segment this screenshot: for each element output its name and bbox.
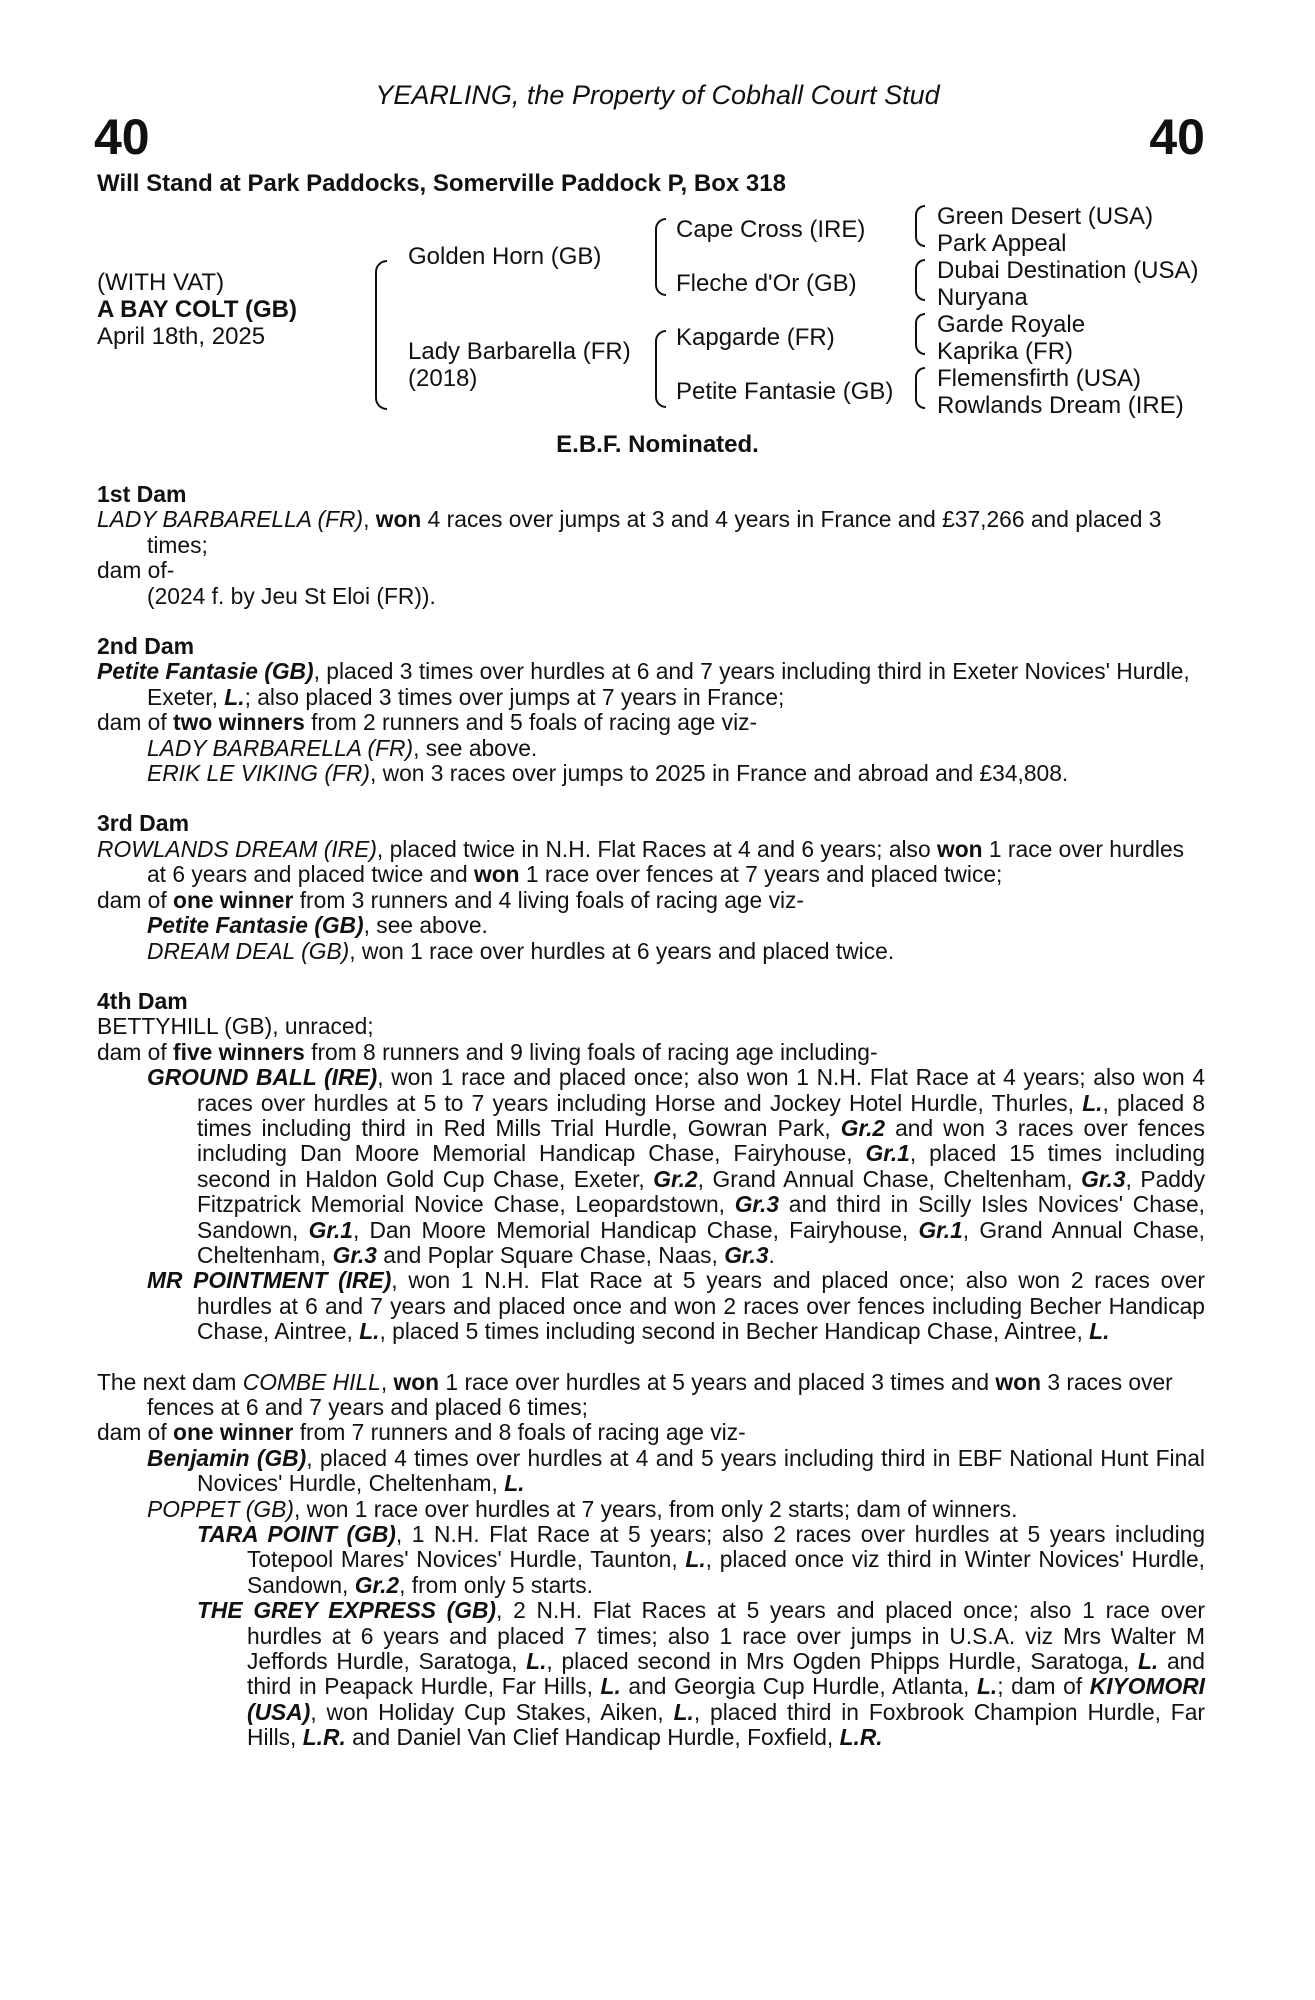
second-dam-heading: 2nd Dam xyxy=(97,633,195,660)
dam-lines xyxy=(97,482,1205,1751)
horse-name: A BAY COLT (GB) xyxy=(97,296,298,323)
third-dam-heading: 3rd Dam xyxy=(97,810,190,837)
first-dam-heading: 1st Dam xyxy=(97,481,187,507)
pedigree-brace-sire xyxy=(655,218,666,296)
dam-sire: Kapgarde (FR) xyxy=(676,324,835,351)
ancestor-1: Green Desert (USA) xyxy=(937,203,1154,230)
third-dam-record: ROWLANDS DREAM (IRE), placed twice in N.H. Flat Races at 4 and 6 years; also won 1 race over hurdles at 6 years and placed twice and won 1 race over fences at 7 years and placed twice; xyxy=(97,835,1185,888)
ancestor-5: Garde Royale xyxy=(937,311,1086,338)
benjamin-record: Benjamin (GB), placed 4 times over hurdles at 4 and 5 years including third in EBF National Hunt Final Novices' Hurdle, Cheltenham, L. xyxy=(147,1444,1206,1497)
third-dam-foal-2: DREAM DEAL (GB), won 1 race over hurdles at 6 years and placed twice. xyxy=(147,937,895,964)
sire: Golden Horn (GB) xyxy=(408,243,602,270)
first-dam-produce: (2024 f. by Jeu St Eloi (FR)). xyxy=(147,582,436,609)
ancestor-6: Kaprika (FR) xyxy=(937,338,1074,365)
second-dam-record: Petite Fantasie (GB), placed 3 times over hurdles at 6 and 7 years including third in Exeter Novices' Hurdle, Exeter, L.; also placed 3 times over jumps at 7 years in France; xyxy=(97,658,1190,710)
third-dam-foal-1: Petite Fantasie (GB), see above. xyxy=(147,912,488,939)
ancestor-3: Dubai Destination (USA) xyxy=(937,257,1199,284)
pedigree-brace-g4 xyxy=(915,367,925,409)
pedigree-brace-g3 xyxy=(915,313,925,355)
dam-year: (2018) xyxy=(408,365,478,392)
first-dam-record: LADY BARBARELLA (FR), won 4 races over jumps at 3 and 4 years in France and £37,266 and placed 3 times; xyxy=(97,506,1162,558)
second-dam-foal-1: LADY BARBARELLA (FR), see above. xyxy=(147,734,538,761)
page-header: YEARLING, the Property of Cobhall Court Stud xyxy=(375,80,940,110)
pedigree-brace-dam xyxy=(655,330,666,408)
third-dam-produce-summary: dam of one winner from 3 runners and 4 living foals of racing age viz- xyxy=(97,886,805,913)
lot-number-left: 40 xyxy=(94,109,150,165)
stand-info: Will Stand at Park Paddocks, Somerville Paddock P, Box 318 xyxy=(97,170,786,197)
foaling-date: April 18th, 2025 xyxy=(97,323,266,350)
ancestor-8: Rowlands Dream (IRE) xyxy=(937,392,1184,419)
next-dam-produce-summary: dam of one winner from 7 runners and 8 foals of racing age viz- xyxy=(97,1419,746,1446)
fourth-dam-produce-summary: dam of five winners from 8 runners and 9 living foals of racing age including- xyxy=(97,1038,878,1065)
mr-pointment-record: MR POINTMENT (IRE), won 1 N.H. Flat Race at 5 years and placed once; also won 2 races over hurdles at 6 and 7 years and placed once and won 2 races over fences including Becher Handicap Chase, Aintree, L., placed 5 times including second in Becher Handicap Chase, Aintree, L. xyxy=(147,1267,1205,1345)
pedigree-brace-g2 xyxy=(915,259,925,301)
second-dam-produce-summary: dam of two winners from 2 runners and 5 foals of racing age viz- xyxy=(97,709,758,736)
tara-point-record: TARA POINT (GB), 1 N.H. Flat Race at 5 years; also 2 races over hurdles at 5 years including Totepool Mares' Novices' Hurdle, Taunton, L., placed once viz third in Winter Novices' Hurdle, Sandown, Gr.2, from only 5 starts. xyxy=(197,1521,1205,1598)
ancestor-2: Park Appeal xyxy=(937,230,1067,257)
pedigree-brace-g1 xyxy=(915,205,925,247)
ancestor-7: Flemensfirth (USA) xyxy=(937,365,1142,392)
ancestor-4: Nuryana xyxy=(937,284,1028,311)
ebf-note: E.B.F. Nominated. xyxy=(556,431,759,458)
ground-ball-record: GROUND BALL (IRE), won 1 race and placed once; also won 1 N.H. Flat Race at 4 years; also won 4 races over hurdles at 5 to 7 years including Horse and Jockey Hotel Hurdle, Thurles, L., placed 8 times including third in Red Mills Trial Hurdle, Gowran Park, Gr.2 and won 3 races over fences including Dan Moore Memorial Handicap Chase, Fairyhouse, Gr.1, placed 15 times including second in Haldon Gold Cup Chase, Exeter, Gr.2, Grand Annual Chase, Cheltenham, Gr.3, Paddy Fitzpatrick Memorial Novice Chase, Leopardstown, Gr.3 and third in Scilly Isles Novices' Chase, Sandown, Gr.1, Dan Moore Memorial Handicap Chase, Fairyhouse, Gr.1, Grand Annual Chase, Cheltenham, Gr.3 and Poplar Square Chase, Naas, Gr.3. xyxy=(147,1064,1206,1268)
sire-dam: Fleche d'Or (GB) xyxy=(676,270,857,297)
dam: Lady Barbarella (FR) xyxy=(408,338,631,365)
pedigree-brace-main xyxy=(375,260,387,410)
vat-note: (WITH VAT) xyxy=(97,269,225,296)
lot-number-right: 40 xyxy=(1149,109,1205,165)
next-dam-record: The next dam COMBE HILL, won 1 race over hurdles at 5 years and placed 3 times and won 3 races over fences at 6 and 7 years and placed 6 times; xyxy=(97,1368,1173,1420)
sire-sire: Cape Cross (IRE) xyxy=(676,216,866,243)
poppet-record: POPPET (GB), won 1 race over hurdles at 7 years, from only 2 starts; dam of winners. xyxy=(147,1495,1018,1522)
first-dam-produce-label: dam of- xyxy=(97,557,175,584)
fourth-dam-heading: 4th Dam xyxy=(97,987,188,1014)
fourth-dam-record: BETTYHILL (GB), unraced; xyxy=(97,1013,374,1040)
second-dam-foal-2: ERIK LE VIKING (FR), won 3 races over jumps to 2025 in France and abroad and £34,808. xyxy=(147,760,1069,787)
grey-express-record: THE GREY EXPRESS (GB), 2 N.H. Flat Races at 5 years and placed once; also 1 race over hurdles at 6 years and placed 7 times; also 1 race over jumps in U.S.A. viz Mrs Walter M Jeffords Hurdle, Saratoga, L., placed second in Mrs Ogden Phipps Hurdle, Saratoga, L. and third in Peapack Hurdle, Far Hills, L. and Georgia Cup Hurdle, Atlanta, L.; dam of KIYOMORI (USA), won Holiday Cup Stakes, Aiken, L., placed third in Foxbrook Champion Hurdle, Far Hills, L.R. and Daniel Van Clief Handicap Hurdle, Foxfield, L.R. xyxy=(197,1597,1206,1751)
dam-dam: Petite Fantasie (GB) xyxy=(676,378,894,405)
